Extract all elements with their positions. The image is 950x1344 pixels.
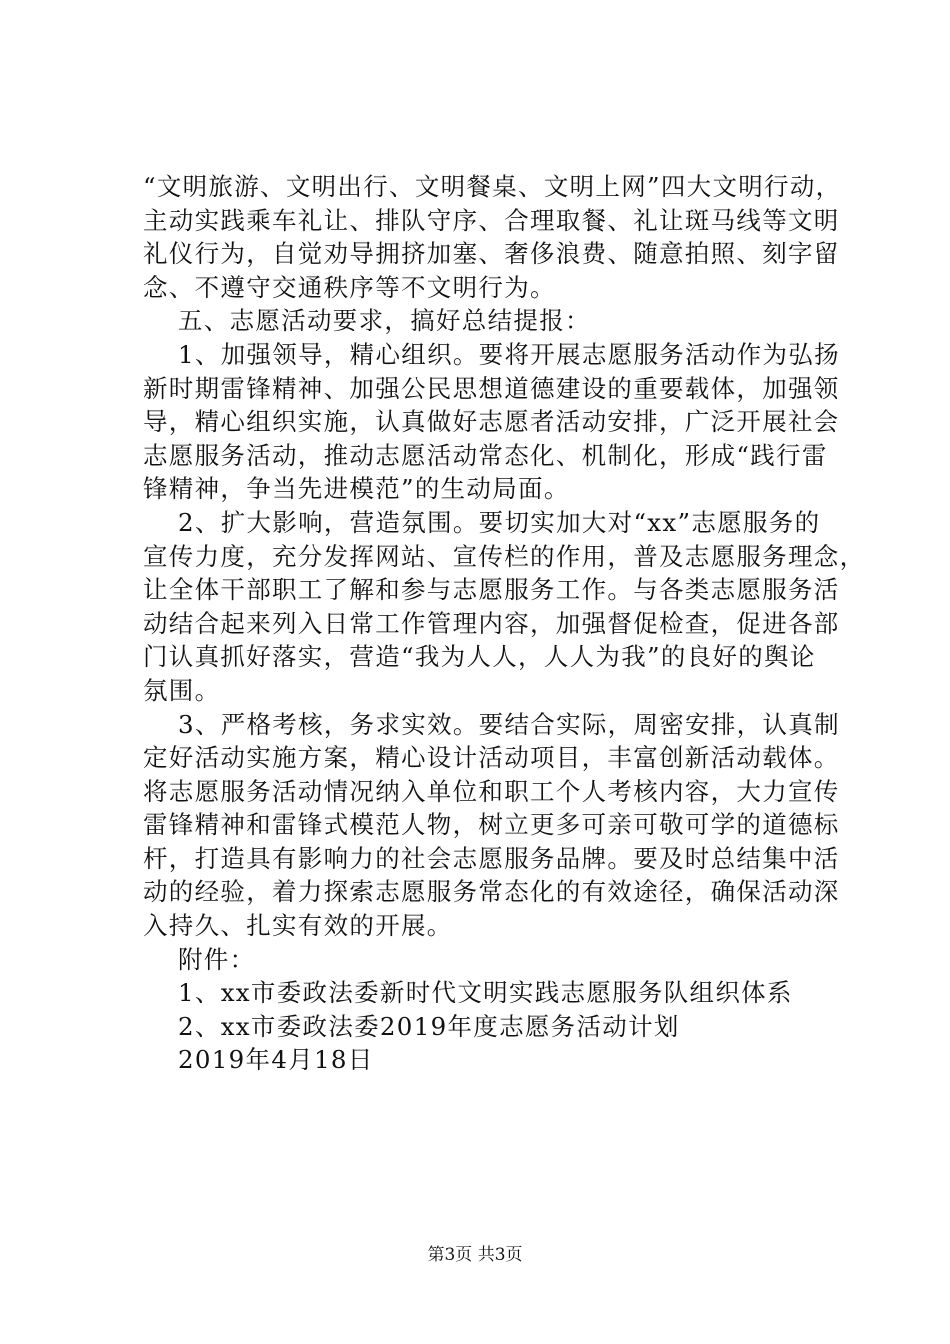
page-footer: 第3页 共3页 [427,1245,523,1265]
text-line: 门认真抓好落实，营造“我为人人，人人为我”的良好的舆论 [143,642,816,672]
text-line: 1、加强领导，精心组织。要将开展志愿服务活动作为弘扬 [178,339,840,369]
text-line: 2、xx市委政法委2019年度志愿务活动计划 [178,1011,680,1041]
text-line: 志愿服务活动，推动志愿活动常态化、机制化，形成“践行雷 [143,440,828,470]
text-line: 杆，打造具有影响力的社会志愿服务品牌。要及时总结集中活 [143,843,840,873]
document-body [143,170,866,1077]
text-line: 宣传力度，充分发挥网站、宣传栏的作用，普及志愿服务理念， [143,541,866,571]
text-line: 2、扩大影响，营造氛围。要切实加大对“xx”志愿服务的 [178,507,821,537]
text-line: 动结合起来列入日常工作管理内容，加强督促检查，促进各部 [143,608,840,638]
text-line: 导，精心组织实施，认真做好志愿者活动安排，广泛开展社会 [143,407,840,437]
text-line: 将志愿服务活动情况纳入单位和职工个人考核内容，大力宣传 [143,776,840,806]
text-line: 锋精神，争当先进模范”的生动局面。 [143,474,570,504]
text-line: 定好活动实施方案，精心设计活动项目，丰富创新活动载体。 [143,743,840,773]
text-line: “文明旅游、文明出行、文明餐桌、文明上网”四大文明行动， [143,172,842,201]
text-line: 动的经验，着力探索志愿服务常态化的有效途径，确保活动深 [143,877,840,907]
text-line: 新时期雷锋精神、加强公民思想道德建设的重要载体，加强领 [143,373,840,403]
text-line: 氛围。 [143,675,221,705]
text-line: 2019年4月18日 [178,1045,374,1075]
text-line: 雷锋精神和雷锋式模范人物，树立更多可亲可敬可学的道德标 [143,810,840,840]
text-line: 入持久、扎实有效的开展。 [143,911,453,941]
text-line: 让全体干部职工了解和参与志愿服务工作。与各类志愿服务活 [143,575,840,605]
text-line: 礼仪行为，自觉劝导拥挤加塞、奢侈浪费、随意拍照、刻字留 [143,239,840,269]
text-line: 主动实践乘车礼让、排队守序、合理取餐、礼让斑马线等文明 [143,205,840,235]
text-line: 3、严格考核，务求实效。要结合实际，周密安排，认真制 [178,709,840,739]
text-line: 附件： [178,944,256,974]
text-line: 念、不遵守交通秩序等不文明行为。 [143,272,556,302]
text-line: 1、xx市委政法委新时代文明实践志愿服务队组织体系 [178,978,793,1008]
text-line: 五、志愿活动要求，搞好总结提报： [178,306,591,336]
